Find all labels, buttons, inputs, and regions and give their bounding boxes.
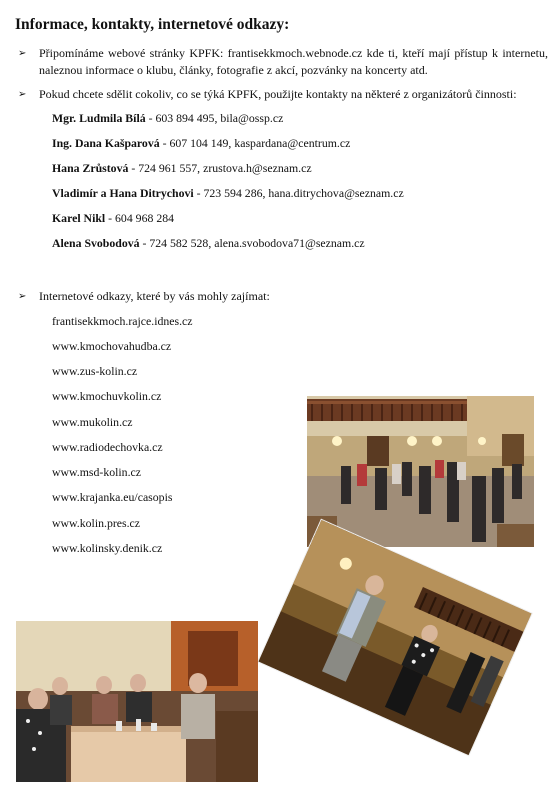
- contact-name: Alena Svobodová: [52, 236, 140, 250]
- link-item[interactable]: www.radiodechovka.cz: [52, 440, 163, 454]
- link-item[interactable]: www.kmochovahudba.cz: [52, 339, 172, 353]
- link-item[interactable]: www.kolin.pres.cz: [52, 516, 141, 530]
- link-item[interactable]: www.msd-kolin.cz: [52, 465, 142, 479]
- bullet-arrow-icon: ➢: [18, 89, 27, 100]
- contact-name: Hana Zrůstová: [52, 161, 129, 175]
- contact-name: Vladimír a Hana Ditrychovi: [52, 186, 194, 200]
- link-item[interactable]: www.krajanka.eu/casopis: [52, 490, 173, 504]
- photo-dancing-couple: [258, 520, 531, 755]
- contact-details: - 723 594 286, hana.ditrychova@seznam.cz: [193, 186, 404, 200]
- contact-details: - 607 104 149, kaspardana@centrum.cz: [159, 136, 351, 150]
- contact-item: [52, 111, 283, 126]
- link-item[interactable]: www.kmochuvkolin.cz: [52, 389, 162, 403]
- contact-name: Ing. Dana Kašparová: [52, 136, 160, 150]
- page-title: Informace, kontakty, internetové odkazy:: [15, 16, 290, 33]
- contact-item: [52, 211, 174, 226]
- paragraph-links-intro: [18, 288, 548, 305]
- contact-item: [52, 136, 350, 151]
- bullet-arrow-icon: ➢: [18, 291, 27, 302]
- contact-name: Karel Nikl: [52, 211, 106, 225]
- paragraph-links-intro-text: Internetové odkazy, které by vás mohly zajímat:: [39, 289, 270, 303]
- contact-item: [52, 186, 404, 201]
- link-item[interactable]: www.zus-kolin.cz: [52, 364, 138, 378]
- link-item[interactable]: www.kolinsky.denik.cz: [52, 541, 163, 555]
- link-item[interactable]: frantisekkmoch.rajce.idnes.cz: [52, 314, 193, 328]
- link-item[interactable]: www.mukolin.cz: [52, 415, 133, 429]
- contact-item: [52, 161, 312, 176]
- photo-dance-hall: [307, 396, 534, 547]
- bullet-arrow-icon: ➢: [18, 48, 27, 59]
- contact-details: - 724 582 528, alena.svobodova71@seznam.cz: [139, 236, 365, 250]
- contact-details: - 603 894 495, bila@ossp.cz: [145, 111, 284, 125]
- contact-details: - 724 961 557, zrustova.h@seznam.cz: [128, 161, 312, 175]
- contact-item: [52, 236, 365, 251]
- paragraph-website-text: Připomínáme webové stránky KPFK: frantisekkmoch.webnode.cz kde ti, kteří mají přístup k internetu, naleznou informace o klubu, články, fotografie z akcí, pozvánky na koncerty atd.: [39, 46, 548, 77]
- paragraph-website: [18, 45, 548, 79]
- contact-name: Mgr. Ludmila Bílá: [52, 111, 146, 125]
- photo-seated-group: [16, 621, 258, 782]
- paragraph-contacts-intro-text: Pokud chcete sdělit cokoliv, co se týká KPFK, použijte kontakty na některé z organizátorů činnosti:: [39, 87, 517, 101]
- paragraph-contacts-intro: [18, 86, 548, 103]
- contact-details: - 604 968 284: [105, 211, 175, 225]
